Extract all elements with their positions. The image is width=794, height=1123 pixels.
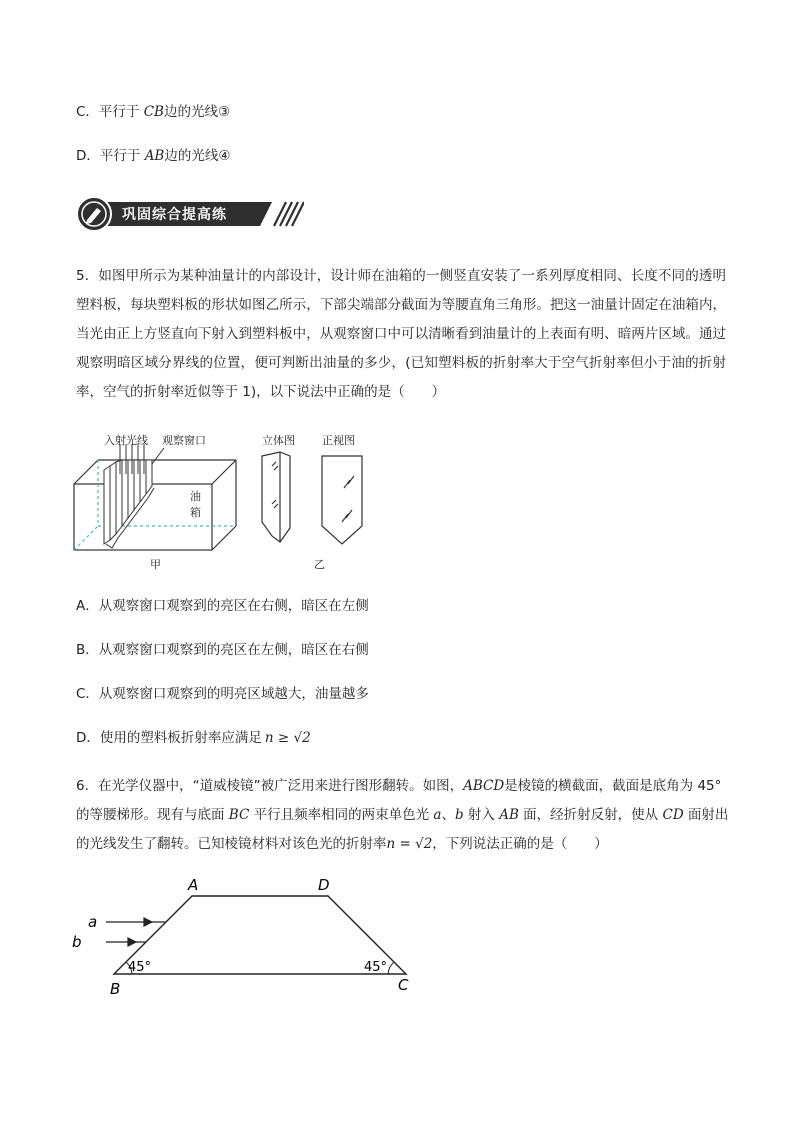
section-banner xyxy=(72,194,304,234)
q5-figure xyxy=(66,430,386,575)
var-a: a xyxy=(433,807,442,823)
q6-text: 6．在光学仪器中，“道威棱镜”被广泛用来进行图形翻转。如图， xyxy=(76,778,464,794)
label-3d: 立体图 xyxy=(262,434,295,447)
dove-prism-figure xyxy=(66,872,426,1000)
angle-b-label: 45° xyxy=(128,960,152,975)
plate-front-view xyxy=(322,456,362,544)
plate-3d-view xyxy=(262,452,290,542)
q5-option-d xyxy=(76,728,311,748)
q5-option-b: B．从观察窗口观察到的亮区在左侧，暗区在右侧 xyxy=(76,642,369,658)
q6-line-2 xyxy=(76,805,728,825)
option-text: D．平行于 xyxy=(76,148,145,164)
var-b: b xyxy=(454,807,464,823)
section-title: 巩固综合提高练 xyxy=(122,207,227,223)
option-d-prev xyxy=(76,146,230,166)
q6-text: 是棱镜的横截面，截面是底角为 45° xyxy=(504,778,722,794)
vertex-a: A xyxy=(188,876,199,894)
vertex-b: B xyxy=(110,980,121,998)
vertex-c: C xyxy=(398,976,409,994)
ray-b-label: b xyxy=(72,933,82,951)
option-text: 边的光线④ xyxy=(164,148,231,164)
label-incident: 入射光线 xyxy=(104,434,148,447)
refractive-index: n = √2 xyxy=(386,836,433,852)
trapezoid-abcd xyxy=(114,896,406,974)
incident-rays xyxy=(106,918,166,946)
q6-line-3 xyxy=(76,834,608,854)
refractive-index-condition: n ≥ √2 xyxy=(264,730,311,746)
q5-option-c: C．从观察窗口观察到的明亮区域越大，油量越多 xyxy=(76,686,369,702)
q6-text: 平行且频率相同的两束单色光 xyxy=(249,807,434,823)
oil-tank xyxy=(74,460,236,550)
q6-line-1 xyxy=(76,776,721,796)
plastic-plates xyxy=(104,460,154,548)
var-bc: BC xyxy=(228,807,250,823)
q5-option-a: A．从观察窗口观察到的亮区在右侧，暗区在左侧 xyxy=(76,598,369,614)
option-text: C．平行于 xyxy=(76,104,144,120)
option-text: 边的光线③ xyxy=(163,104,231,120)
var-cb: CB xyxy=(143,104,164,120)
option-text: D．使用的塑料板折射率应满足 xyxy=(76,730,262,746)
caption-b: 乙 xyxy=(314,558,325,571)
q6-text: 、 xyxy=(441,807,455,823)
var-abcd: ABCD xyxy=(463,778,505,794)
vertex-d: D xyxy=(318,876,330,894)
q6-text: 面射出 xyxy=(683,807,729,823)
var-cd: CD xyxy=(662,807,684,823)
q6-text: 的光线发生了翻转。已知棱镜材料对该色光的折射率 xyxy=(76,836,387,852)
caption-a: 甲 xyxy=(150,558,161,571)
label-window: 观察窗口 xyxy=(162,434,206,447)
label-tank-1: 油 xyxy=(190,490,201,503)
q6-text: 面，经折射反射，使从 xyxy=(518,807,663,823)
pencil-badge-icon xyxy=(77,197,111,231)
q6-text: 射入 xyxy=(463,807,500,823)
q5-stem: 5．如图甲所示为某种油量计的内部设计，设计师在油箱的一侧竖直安装了一系列厚度相同、长度不同的透明塑料板，每块塑料板的形状如图乙所示，下部尖端部分截面为等腰直角三角形。把这一油量计固定在油箱内，当光由正上方竖直向下射入到塑料板中，从观察窗口中可以清晰看到油量计的上表面有明、暗两片区域。通过观察明暗区域分界线的位置，便可判断出油量的多少，(已知塑料板的折射率大于空气折射率但小于油的折射率，空气的折射率近似等于 1)，以下说法中正确的是（ ） xyxy=(76,268,726,400)
var-ab: AB xyxy=(499,807,519,823)
q6-text: 的等腰梯形。现有与底面 xyxy=(76,807,229,823)
angle-c-label: 45° xyxy=(364,960,388,975)
label-front: 正视图 xyxy=(322,434,355,447)
option-c-prev xyxy=(76,102,230,122)
var-ab: AB xyxy=(144,148,165,164)
label-tank-2: 箱 xyxy=(190,506,201,519)
ray-a-label: a xyxy=(88,913,98,931)
q6-text: ，下列说法正确的是（ ） xyxy=(432,836,608,852)
